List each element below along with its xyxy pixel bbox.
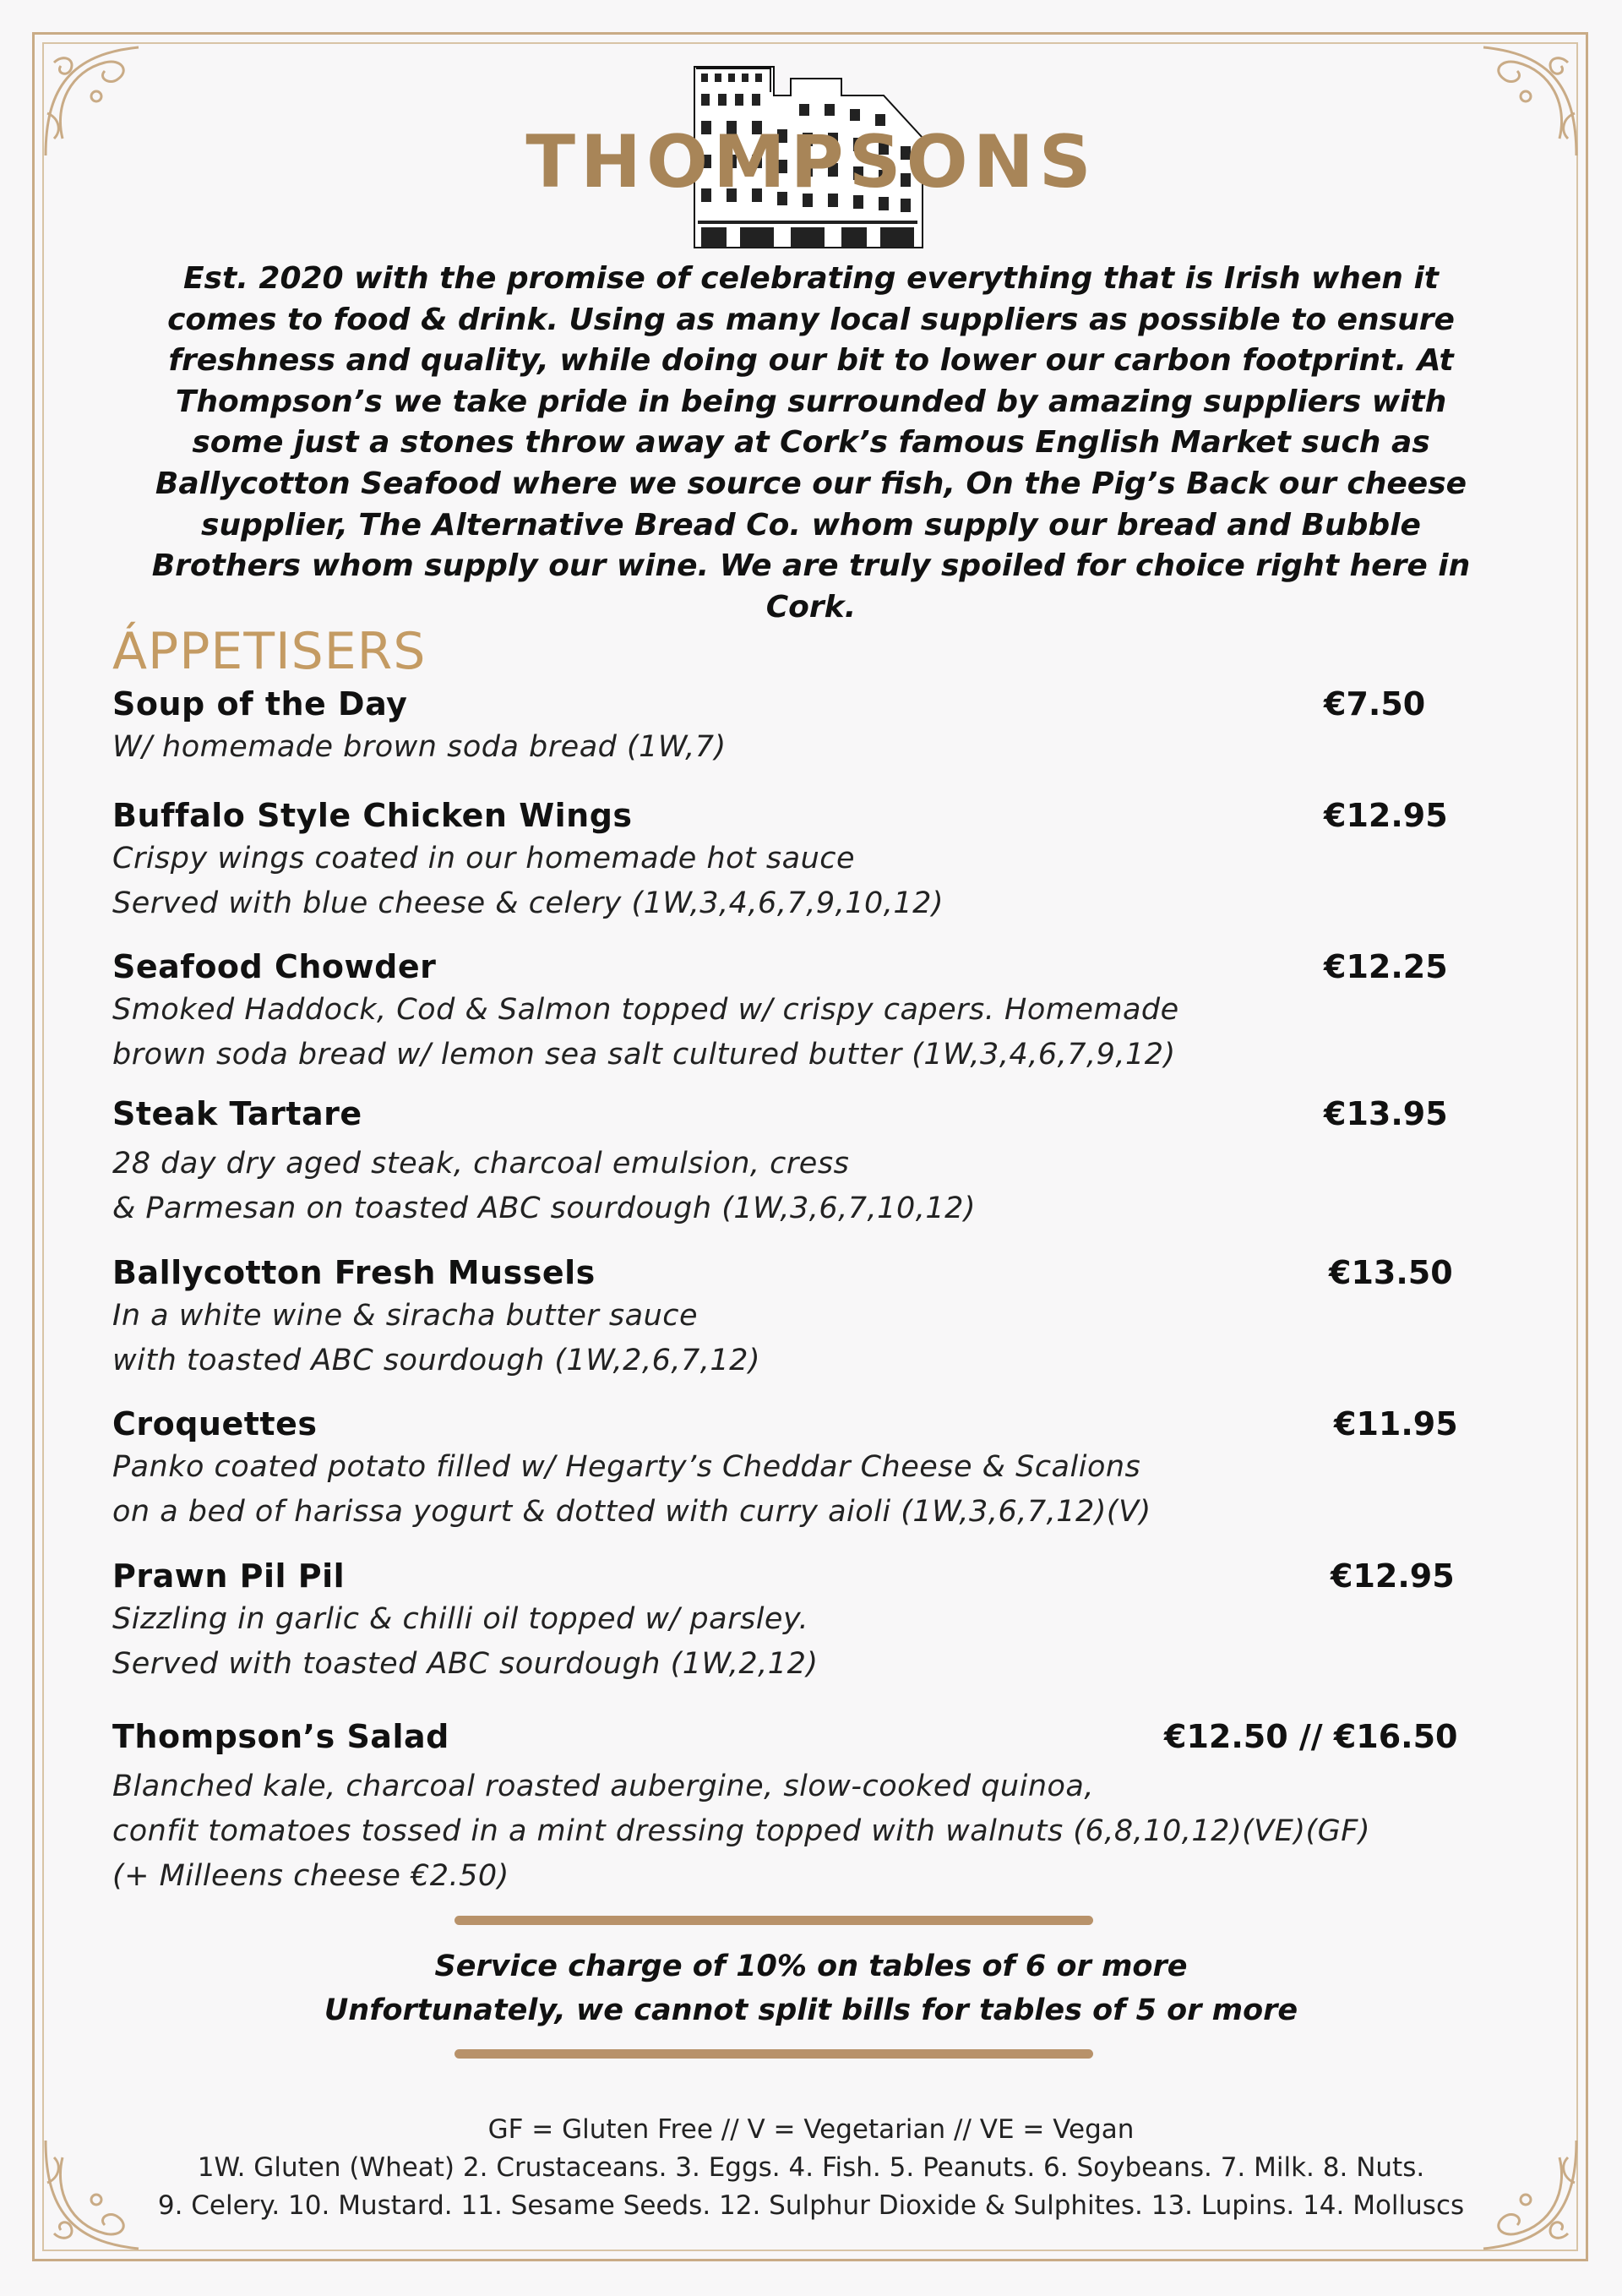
menu-item-description: Served with toasted ABC sourdough (1W,2,12) [112, 1647, 819, 1681]
section-title: ÁPPETISERS [112, 622, 427, 681]
menu-item-name: Buffalo Style Chicken Wings [112, 797, 633, 834]
menu-item-price: €13.50 [1329, 1254, 1453, 1291]
menu-item-description: brown soda bread w/ lemon sea salt cultured butter (1W,3,4,6,7,9,12) [112, 1038, 1176, 1072]
divider-rule [454, 1916, 1093, 1925]
menu-item-name: Seafood Chowder [112, 948, 437, 985]
menu-item-name: Thompson’s Salad [112, 1718, 449, 1755]
menu-item-description: W/ homemade brown soda bread (1W,7) [112, 730, 727, 764]
menu-item-price: €12.25 [1324, 948, 1448, 985]
menu-item-description: with toasted ABC sourdough (1W,2,6,7,12) [112, 1344, 761, 1377]
menu-item-price: €12.95 [1331, 1557, 1455, 1595]
divider-rule [454, 2049, 1093, 2059]
menu-item-description: Served with blue cheese & celery (1W,3,4,6,7,9,10,12) [112, 886, 944, 920]
menu-item [112, 1403, 1506, 1535]
menu-item [112, 683, 1506, 770]
service-charge-notice: Service charge of 10% on tables of 6 or more [434, 1950, 1188, 1983]
menu-item [112, 946, 1506, 1077]
allergen-list-line-2: 9. Celery. 10. Mustard. 11. Sesame Seeds. 12. Sulphur Dioxide & Sulphites. 13. Lupins. 14. Molluscs [157, 2190, 1465, 2221]
menu-item-description: Sizzling in garlic & chilli oil topped w/ parsley. [112, 1602, 809, 1636]
menu-item-name: Soup of the Day [112, 685, 408, 723]
menu-item [112, 1093, 1506, 1231]
menu-item-name: Croquettes [112, 1405, 318, 1442]
menu-item-price: €7.50 [1324, 685, 1426, 723]
menu-item-name: Steak Tartare [112, 1095, 362, 1132]
menu-item [112, 1715, 1506, 1899]
menu-item-price: €13.95 [1324, 1095, 1448, 1132]
menu-item-name: Ballycotton Fresh Mussels [112, 1254, 596, 1291]
dietary-key: GF = Gluten Free // V = Vegetarian // VE = Vegan [487, 2114, 1135, 2145]
menu-item-price: €11.95 [1334, 1405, 1458, 1442]
menu-item-description: Crispy wings coated in our homemade hot sauce [112, 842, 856, 875]
brand-logo: THOMPSONS [525, 120, 1097, 205]
menu-item [112, 794, 1506, 926]
menu-item-description: (+ Milleens cheese €2.50) [112, 1859, 509, 1893]
menu-item-description: Smoked Haddock, Cod & Salmon topped w/ crispy capers. Homemade [112, 993, 1179, 1027]
menu-item-name: Prawn Pil Pil [112, 1557, 346, 1595]
allergen-list-line-1: 1W. Gluten (Wheat) 2. Crustaceans. 3. Eggs. 4. Fish. 5. Peanuts. 6. Soybeans. 7. Milk. 8. Nuts. [197, 2152, 1425, 2183]
split-bill-notice: Unfortunately, we cannot split bills for tables of 5 or more [324, 1993, 1298, 2027]
intro-paragraph: Est. 2020 with the promise of celebrating everything that is Irish when it comes to food & drink. Using as many local suppliers as possible to ensure freshness and quality, while doing our bit to lower our carbon footprint. At Thompson’s we take pride in being surrounded by amazing suppliers with some just a stones throw away at Cork’s famous English Market such as Ballycotton Seafood where we source our fish, On the Pig’s Back our cheese supplier, The Alternative Bread Co. whom supply our bread and Bubble Brothers whom supply our wine. We are truly spoiled for choice right here in Cork. [151, 261, 1471, 624]
menu-item-description: 28 day dry aged steak, charcoal emulsion, cress [112, 1147, 850, 1181]
allergen-footer [0, 2111, 1622, 2225]
menu-item [112, 1252, 1506, 1383]
menu-item-description: In a white wine & siracha butter sauce [112, 1299, 699, 1333]
menu-item [112, 1555, 1506, 1687]
menu-item-price: €12.50 // €16.50 [1164, 1718, 1458, 1755]
menu-item-description: Blanched kale, charcoal roasted aubergine, slow-cooked quinoa, [112, 1770, 1095, 1803]
header [0, 59, 1622, 254]
menu-item-description: confit tomatoes tossed in a mint dressing topped with walnuts (6,8,10,12)(VE)(GF) [112, 1814, 1371, 1848]
menu-item-description: on a bed of harissa yogurt & dotted with curry aioli (1W,3,6,7,12)(V) [112, 1495, 1151, 1529]
menu-item-description: & Parmesan on toasted ABC sourdough (1W,3,6,7,10,12) [112, 1192, 977, 1225]
menu-item-price: €12.95 [1324, 797, 1448, 834]
menu-item-description: Panko coated potato filled w/ Hegarty’s Cheddar Cheese & Scalions [112, 1450, 1141, 1484]
